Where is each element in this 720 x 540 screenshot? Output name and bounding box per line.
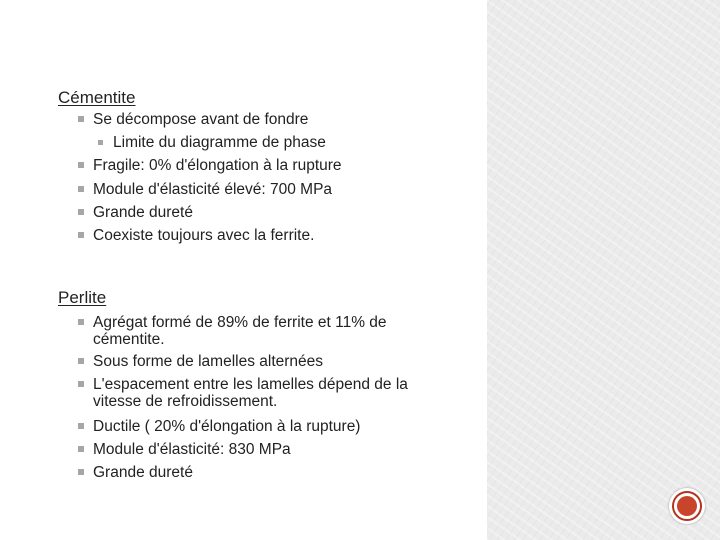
square-bullet-icon (78, 186, 84, 192)
square-bullet-icon (78, 232, 84, 238)
bullet-text: L'espacement entre les lamelles dépend de la vitesse de refroidissement. (93, 376, 408, 410)
bullet-text: Grande dureté (93, 464, 193, 481)
bullet-text: Ductile ( 20% d'élongation à la rupture) (93, 418, 361, 435)
bullet-item (78, 227, 458, 244)
section-heading-perlite: Perlite (58, 288, 107, 307)
square-bullet-icon (98, 140, 103, 145)
square-bullet-icon (78, 358, 84, 364)
square-bullet-icon (78, 381, 84, 387)
bullet-item (78, 353, 450, 370)
bullet-item (78, 111, 458, 128)
slide-nav-button[interactable] (669, 488, 705, 524)
square-bullet-icon (78, 469, 84, 475)
bullet-item (78, 418, 450, 435)
bullet-text: Grande dureté (93, 204, 193, 221)
bullet-item (78, 181, 458, 198)
bullet-text: Fragile: 0% d'élongation à la rupture (93, 157, 342, 174)
bullet-text: Coexiste toujours avec la ferrite. (93, 227, 315, 244)
bullet-item (78, 314, 450, 348)
circle-icon (677, 496, 697, 516)
bullet-text: Module d'élasticité élevé: 700 MPa (93, 181, 333, 198)
bullet-text: Limite du diagramme de phase (113, 134, 326, 151)
square-bullet-icon (78, 423, 84, 429)
bullet-text: Sous forme de lamelles alternées (93, 353, 324, 370)
bullet-item (78, 464, 450, 481)
sub-bullet-item (98, 134, 458, 151)
bullet-item (78, 204, 458, 221)
square-bullet-icon (78, 446, 84, 452)
square-bullet-icon (78, 116, 84, 122)
square-bullet-icon (78, 209, 84, 215)
bullet-text: Module d'élasticité: 830 MPa (93, 441, 291, 458)
bullet-text: Se décompose avant de fondre (93, 111, 309, 128)
bullet-item (78, 157, 458, 174)
bullet-item (78, 376, 450, 410)
section-heading-cementite: Cémentite (58, 88, 136, 107)
bullet-item (78, 441, 450, 458)
bullet-text: Agrégat formé de 89% de ferrite et 11% de cémentite. (93, 314, 387, 348)
square-bullet-icon (78, 162, 84, 168)
square-bullet-icon (78, 319, 84, 325)
decorative-side-panel (487, 0, 720, 540)
